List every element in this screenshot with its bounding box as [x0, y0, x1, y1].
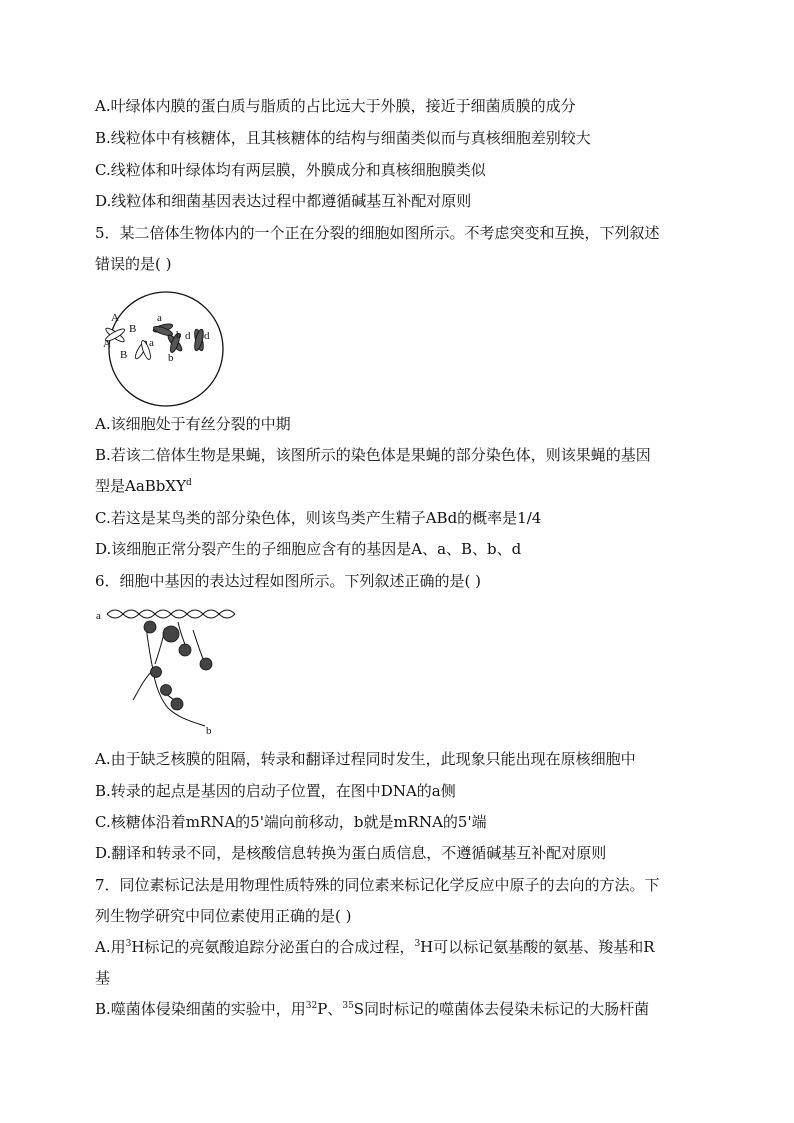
q7-option-a-line2: 基: [95, 969, 111, 987]
ribosomes: [144, 621, 212, 710]
label-d2: d: [204, 330, 210, 342]
q5-option-c: C.若这是某鸟类的部分染色体，则该鸟类产生精子ABd的概率是1/4: [95, 509, 542, 527]
gene-expression-figure: [93, 600, 243, 740]
q6-stem: 6．细胞中基因的表达过程如图所示。下列叙述正确的是( ): [95, 572, 482, 590]
q4-option-a: A.叶绿体内膜的蛋白质与脂质的占比远大于外膜，接近于细菌质膜的成分: [95, 97, 576, 115]
q4-option-c: C.线粒体和叶绿体均有两层膜，外膜成分和真核细胞膜类似: [95, 161, 486, 179]
q5-option-b-line1: B.若该二倍体生物是果蝇，该图所示的染色体是果蝇的部分染色体，则该果蝇的基因: [95, 446, 651, 464]
q5-option-a: A.该细胞处于有丝分裂的中期: [95, 415, 291, 433]
label-b: b: [206, 725, 212, 737]
label-B1: B: [129, 323, 137, 335]
q6-option-a: A.由于缺乏核膜的阻隔，转录和翻译过程同时发生，此现象只能出现在原核细胞中: [95, 750, 636, 768]
label-a1: a: [157, 312, 162, 324]
q6-option-d: D.翻译和转录不同，是核酸信息转换为蛋白质信息，不遵循碱基互补配对原则: [95, 844, 607, 862]
cell-division-figure: [93, 288, 243, 408]
label-d1: d: [185, 330, 191, 342]
q5-option-d: D.该细胞正常分裂产生的子细胞应含有的基因是A、a、B、b、d: [95, 540, 522, 558]
label-A2: A: [103, 338, 111, 350]
q5-stem-line2: 错误的是( ): [95, 255, 172, 273]
q6-option-b: B.转录的起点是基因的启动子位置，在图中DNA的a侧: [95, 782, 456, 800]
q4-option-d: D.线粒体和细菌基因表达过程中都遵循碱基互补配对原则: [95, 192, 472, 210]
q7-stem-line1: 7．同位素标记法是用物理性质特殊的同位素来标记化学反应中原子的去向的方法。下: [95, 876, 660, 894]
label-b1: b: [176, 329, 182, 341]
q7-stem-line2: 列生物学研究中同位素使用正确的是( ): [95, 907, 352, 925]
superscript: d: [185, 478, 192, 488]
label-b2: b: [168, 352, 174, 364]
label-a2: a: [149, 337, 154, 349]
label-a: a: [96, 610, 101, 622]
q7-option-a-line1: A.用$^3$H标记的亮氨酸追踪分泌蛋白的合成过程，$^3$H可以标记氨基酸的氨基、羧基和R: [95, 938, 655, 956]
q5-option-b-line2: 型是AaBbXY$^d$: [95, 477, 192, 495]
q5-stem-line1: 5．某二倍体生物体内的一个正在分裂的细胞如图所示。不考虑突变和互换，下列叙述: [95, 224, 660, 242]
q7-option-b: B.噬菌体侵染细菌的实验中，用$^{32}$P、$^{35}$S同时标记的噬菌体去侵染未标记的大肠杆菌: [95, 1000, 650, 1018]
q4-option-b: B.线粒体中有核糖体，且其核糖体的结构与细菌类似而与真核细胞差别较大: [95, 129, 591, 147]
q6-option-c: C.核糖体沿着mRNA的5'端向前移动，b就是mRNA的5'端: [95, 813, 487, 831]
label-B2: B: [120, 349, 128, 361]
label-A1: A: [111, 312, 119, 324]
dna-helix: [107, 610, 235, 618]
